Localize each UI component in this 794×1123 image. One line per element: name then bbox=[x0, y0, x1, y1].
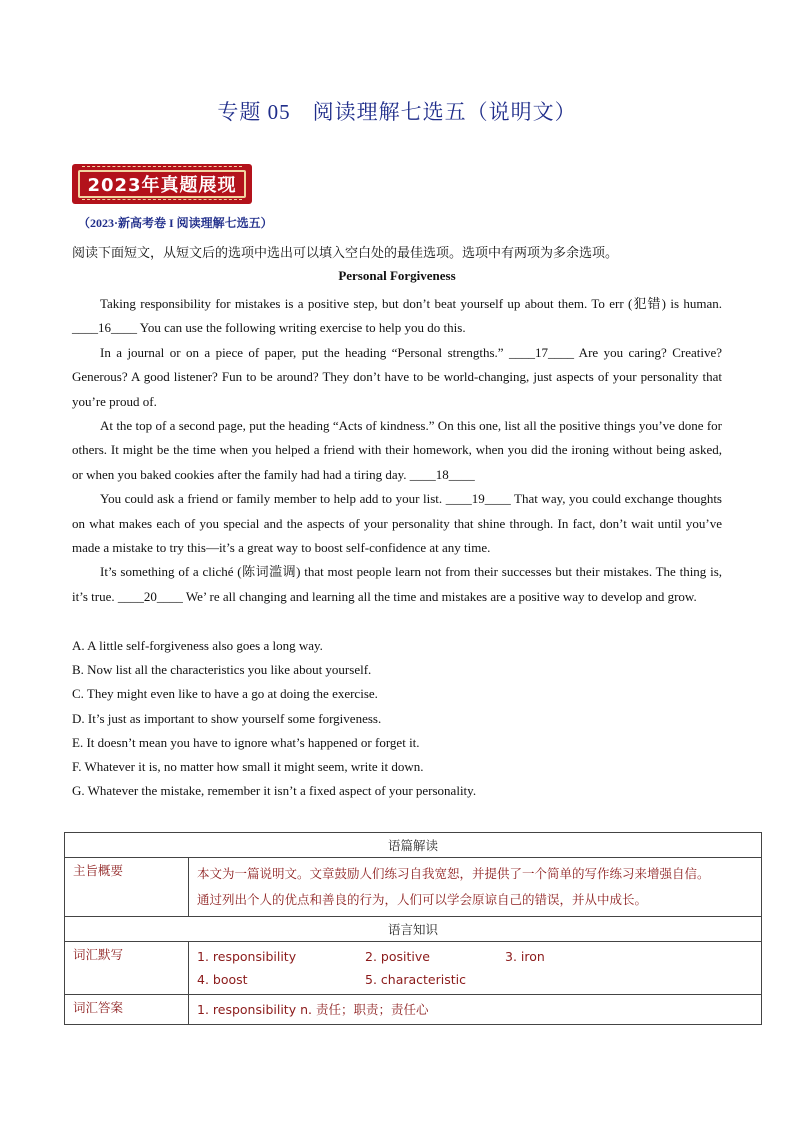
page-title: 专题 05 阅读理解七选五（说明文） bbox=[217, 100, 577, 124]
option-f: F. Whatever it is, no matter how small it might seem, write it down. bbox=[72, 759, 424, 775]
option-e: E. It doesn’t mean you have to ignore what’s happened or forget it. bbox=[72, 734, 420, 750]
summary-line: 通过列出个人的优点和善良的行为，人们可以学会原谅自己的错误，并从中成长。 bbox=[197, 892, 648, 907]
answer-label: 词汇答案 bbox=[65, 995, 189, 1025]
summary-label: 主旨概要 bbox=[65, 858, 189, 917]
analysis-table bbox=[64, 832, 762, 1025]
stamp-frame bbox=[78, 170, 246, 198]
vocab-item: 5. characteristic bbox=[365, 972, 466, 987]
passage-title: Personal Forgiveness bbox=[338, 268, 456, 283]
options-list bbox=[72, 634, 476, 803]
vocab-item: 2. positive bbox=[365, 949, 430, 964]
passage-body bbox=[72, 292, 722, 609]
passage-paragraph: In a journal or on a piece of paper, put the heading “Personal strengths.” ____17____ Are you caring? Creative? Generous? A good listener? Fun to be around? They don’t have to be world-changing, just aspects of your personality that you’re proud of. bbox=[72, 344, 722, 409]
section-header-discourse: 语篇解读 bbox=[65, 833, 762, 858]
vocab-item: 3. iron bbox=[505, 949, 545, 964]
option-c: C. They might even like to have a go at doing the exercise. bbox=[72, 686, 378, 702]
instruction-text: 阅读下面短文，从短文后的选项中选出可以填入空白处的最佳选项。选项中有两项为多余选项。 bbox=[72, 245, 619, 260]
option-g: G. Whatever the mistake, remember it isn’t a fixed aspect of your personality. bbox=[72, 783, 477, 799]
option-d: D. It’s just as important to show yourself some forgiveness. bbox=[72, 710, 382, 726]
section-header-language: 语言知识 bbox=[65, 917, 762, 942]
stamp-border-bottom bbox=[82, 199, 242, 202]
answer-cell: 1. responsibility n. 责任；职责；责任心 bbox=[189, 995, 762, 1025]
vocab-cell bbox=[189, 942, 762, 995]
stamp-border-top bbox=[82, 166, 242, 169]
question-source: （2023·新高考卷 I 阅读理解七选五） bbox=[78, 216, 273, 230]
passage-paragraph: It’s something of a cliché (陈词滥调) that most people learn not from their successes but their mistakes. The thing is, it’s true. ____20____ We’ re all changing and learning all the time and mistakes are a positive way to develop and grow. bbox=[72, 564, 722, 604]
vocab-item: 1. responsibility bbox=[197, 949, 297, 964]
stamp-label: 2023年真题展现 bbox=[87, 175, 237, 196]
summary-line: 本文为一篇说明文。文章鼓励人们练习自我宽恕，并提供了一个简单的写作练习来增强自信。 bbox=[197, 866, 710, 881]
vocab-label: 词汇默写 bbox=[65, 942, 189, 995]
option-b: B. Now list all the characteristics you like about yourself. bbox=[72, 662, 372, 678]
passage-paragraph: Taking responsibility for mistakes is a positive step, but don’t beat yourself up about them. To err (犯错) is human. ____16____ You can use the following writing exercise to help you do this. bbox=[72, 296, 722, 336]
option-a: A. A little self-forgiveness also goes a long way. bbox=[72, 638, 323, 653]
passage-paragraph: You could ask a friend or family member to help add to your list. ____19____ That way, you could exchange thoughts on what makes each of you special and the aspects of your personality that shine through. In fact, don’t wait until you’ve made a mistake to try this—it’s a great way to boost self-confidence at any time. bbox=[72, 491, 722, 556]
vocab-item: 4. boost bbox=[197, 972, 248, 987]
section-stamp bbox=[72, 164, 252, 204]
summary-cell bbox=[189, 858, 762, 917]
passage-paragraph: At the top of a second page, put the heading “Acts of kindness.” On this one, list all the positive things you’ve done for others. It might be the time when you helped a friend with their homework, when you did the ironing without being asked, or when you baked cookies after the family had had a tiring day. ____18____ bbox=[72, 418, 722, 482]
